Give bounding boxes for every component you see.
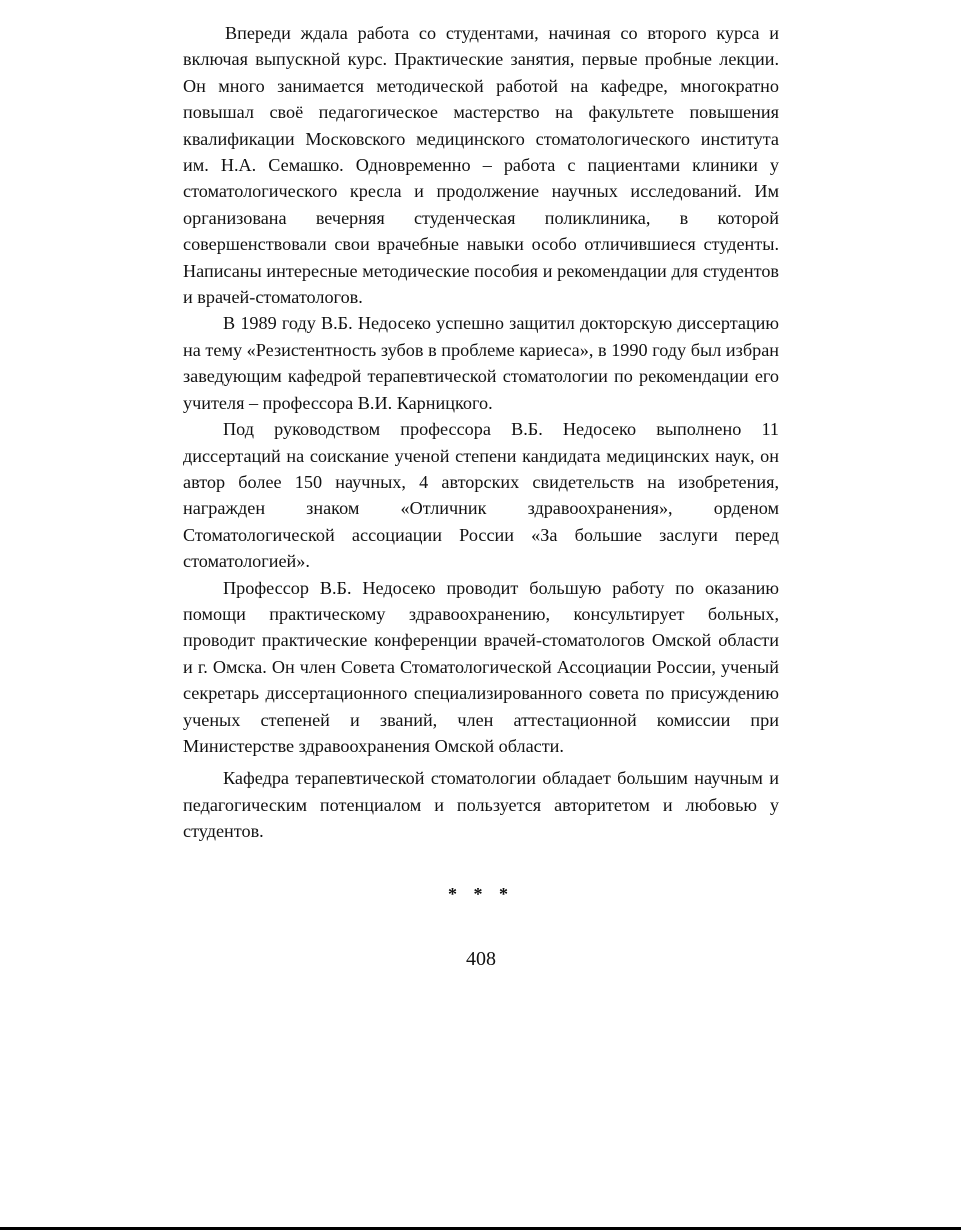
section-separator: * * *	[448, 884, 514, 904]
paragraph-department-potential: Кафедра терапевтической стоматологии обладает большим научным и педагогическим потенциалом и пользуется авторитетом и любовью у студентов.	[183, 768, 779, 842]
page-number: 408	[466, 948, 496, 970]
paragraph-practical-work: Профессор В.Б. Недосеко проводит большую работу по оказанию помощи практическому здравоохранению, консультирует больных, проводит практические конференции врачей-стоматологов Омской области и г. Омска. Он член Совета Стоматологической Ассоциации России, ученый секретарь диссертационного специализированного совета по присуждению ученых степеней и званий, член аттестационной комиссии при Министерстве здравоохранения Омской области.	[183, 577, 779, 756]
paragraph-supervision: Под руководством профессора В.Б. Недосеко выполнено 11 диссертаций на соискание ученой степени кандидата медицинских наук, он автор более 150 научных, 4 авторских свидетельств на изобретения, награжден знаком «Отличник здравоохранения», орденом Стоматологической ассоциации России «За большие заслуги перед стоматологией».	[183, 419, 779, 572]
paragraph-doctoral-thesis: В 1989 году В.Б. Недосеко успешно защитил докторскую диссертацию на тему «Резистентность зубов в проблеме кариеса», в 1990 году был избран заведующим кафедрой терапевтической стоматологии по рекомендации его учителя – профессора В.И. Карницкого.	[183, 313, 779, 413]
body-text	[183, 20, 779, 845]
paragraph-work-with-students: Впереди ждала работа со студентами, начиная со второго курса и включая выпускной курс. Практические занятия, первые пробные лекции. Он много занимается методической работой на кафедре, многократно повышал своё педагогическое мастерство на факультете повышения квалификации Московского медицинского стоматологического института им. Н.А. Семашко. Одновременно – работа с пациентами клиники у стоматологического кресла и продолжение научных исследований. Им организована вечерняя студенческая поликлиника, в которой совершенствовали свои врачебные навыки особо отличившиеся студенты. Написаны интересные методические пособия и рекомендации для студентов и врачей-стоматологов.	[183, 23, 779, 308]
